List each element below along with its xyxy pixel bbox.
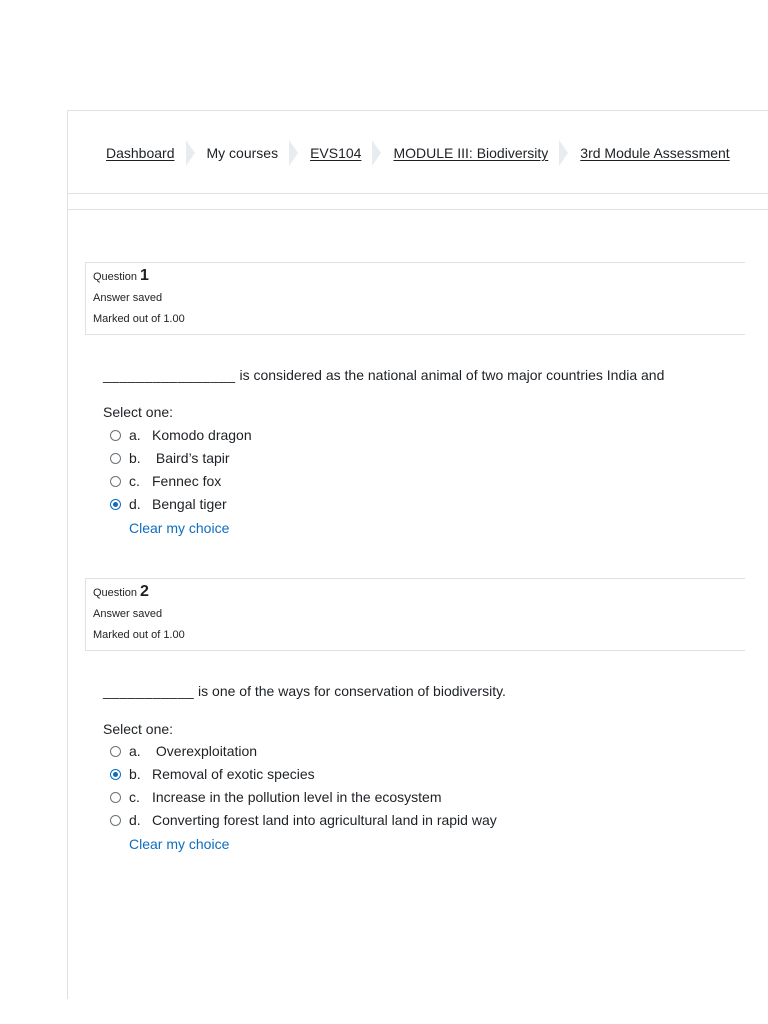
question-text: ________________ is considered as the national animal of two major countries India and bbox=[103, 367, 665, 383]
breadcrumb-card bbox=[67, 110, 768, 194]
breadcrumb-separator-icon bbox=[372, 140, 381, 166]
breadcrumb-separator-icon bbox=[289, 140, 298, 166]
radio-button[interactable] bbox=[110, 476, 121, 487]
question-number: Question 1 bbox=[93, 267, 149, 284]
breadcrumb-course-link[interactable]: EVS104 bbox=[310, 145, 362, 161]
option-label: Fennec fox bbox=[152, 473, 222, 489]
breadcrumb-module-link[interactable]: MODULE III: Biodiversity bbox=[393, 145, 549, 161]
answer-option[interactable]: c. Fennec fox bbox=[110, 471, 221, 491]
question-grade: Marked out of 1.00 bbox=[93, 313, 185, 325]
option-label: Converting forest land into agricultural land in rapid way bbox=[152, 812, 497, 828]
question-state: Answer saved bbox=[93, 292, 163, 304]
option-label: Komodo dragon bbox=[152, 427, 252, 443]
breadcrumb-my-courses: My courses bbox=[206, 145, 279, 161]
question-info-box bbox=[85, 578, 745, 651]
answer-option[interactable]: c. Increase in the pollution level in the ecosystem bbox=[110, 787, 442, 807]
select-one-label: Select one: bbox=[103, 721, 174, 737]
breadcrumb-separator-icon bbox=[186, 140, 195, 166]
answer-option[interactable]: b. Removal of exotic species bbox=[110, 764, 315, 784]
option-label: Removal of exotic species bbox=[152, 766, 315, 782]
clear-choice-link[interactable]: Clear my choice bbox=[129, 836, 230, 852]
radio-button-selected[interactable] bbox=[110, 499, 121, 510]
radio-button[interactable] bbox=[110, 746, 121, 757]
question-number: Question 2 bbox=[93, 583, 149, 600]
breadcrumb-separator-icon bbox=[559, 140, 568, 166]
radio-button[interactable] bbox=[110, 430, 121, 441]
answer-option[interactable]: a. Komodo dragon bbox=[110, 425, 252, 445]
answer-option[interactable]: d. Converting forest land into agricultural land in rapid way bbox=[110, 810, 497, 830]
question-info-box bbox=[85, 262, 745, 335]
option-label: Baird’s tapir bbox=[152, 450, 230, 466]
option-label: Bengal tiger bbox=[152, 496, 227, 512]
question-grade: Marked out of 1.00 bbox=[93, 629, 185, 641]
option-label: Overexploitation bbox=[152, 743, 258, 759]
question-state: Answer saved bbox=[93, 608, 163, 620]
radio-button-selected[interactable] bbox=[110, 769, 121, 780]
answer-option[interactable]: a. Overexploitation bbox=[110, 741, 257, 761]
breadcrumb-dashboard-link[interactable]: Dashboard bbox=[106, 145, 175, 161]
radio-button[interactable] bbox=[110, 453, 121, 464]
question-text: ___________ is one of the ways for conservation of biodiversity. bbox=[103, 683, 506, 699]
answer-option[interactable]: b. Baird’s tapir bbox=[110, 448, 230, 468]
breadcrumb-assessment-link[interactable]: 3rd Module Assessment bbox=[580, 145, 730, 161]
answer-option[interactable]: d. Bengal tiger bbox=[110, 494, 227, 514]
breadcrumb bbox=[106, 111, 730, 195]
clear-choice-link[interactable]: Clear my choice bbox=[129, 520, 230, 536]
option-label: Increase in the pollution level in the ecosystem bbox=[152, 789, 442, 805]
radio-button[interactable] bbox=[110, 792, 121, 803]
radio-button[interactable] bbox=[110, 815, 121, 826]
select-one-label: Select one: bbox=[103, 404, 174, 420]
